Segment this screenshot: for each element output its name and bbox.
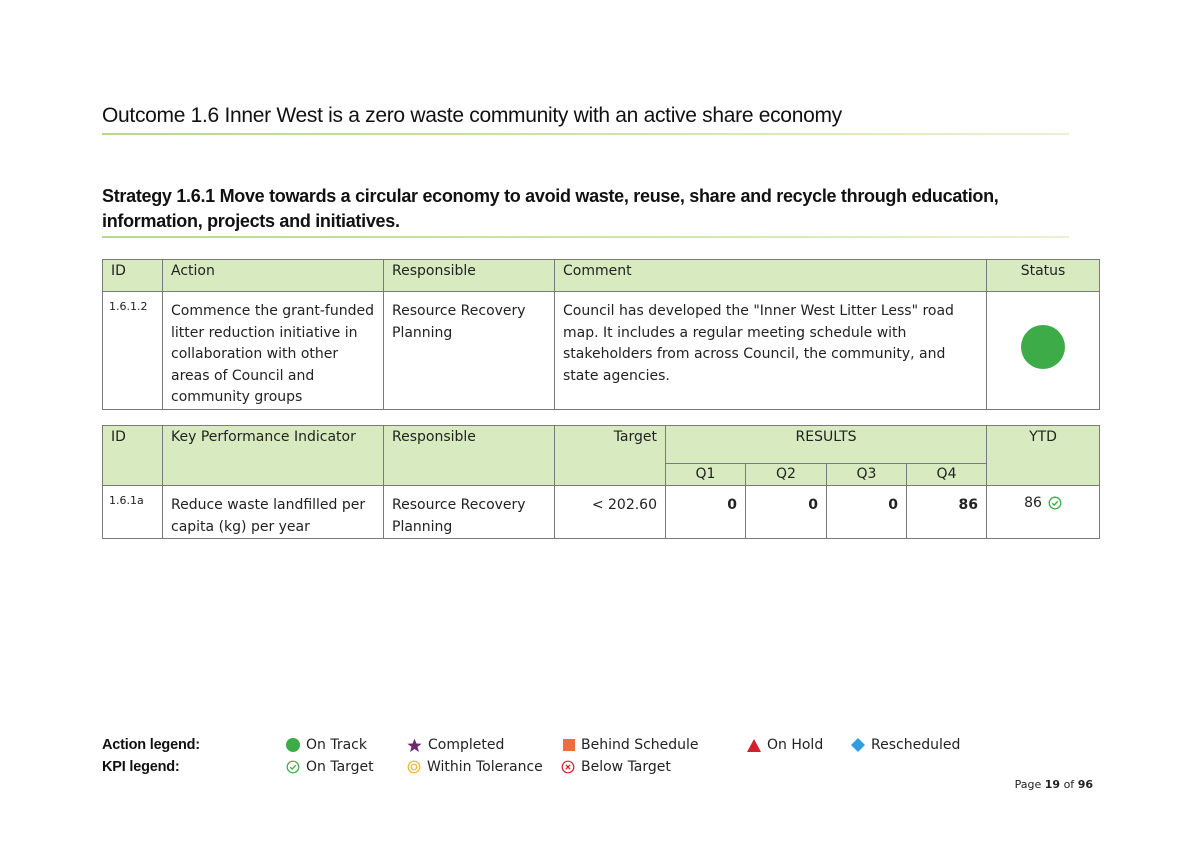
action-legend-label: Action legend: xyxy=(102,737,200,753)
actions-header-row xyxy=(103,260,1100,292)
kpi-col-header-kpi: Key Performance Indicator xyxy=(163,426,384,486)
purple-star-icon xyxy=(407,738,422,753)
legend-on-hold xyxy=(747,737,823,753)
legend-on-track xyxy=(286,737,367,753)
green-circle-icon xyxy=(286,738,300,752)
blue-diamond-icon xyxy=(851,738,865,752)
outcome-divider xyxy=(102,133,1069,135)
legend-rescheduled-label: Rescheduled xyxy=(871,737,961,753)
kpi-q4-value: 86 xyxy=(907,486,987,539)
page-total: 96 xyxy=(1077,778,1093,791)
page-current: 19 xyxy=(1044,778,1061,791)
col-header-status: Status xyxy=(987,260,1100,292)
kpi-ytd-value: 86 xyxy=(1024,495,1042,511)
on-target-check-icon xyxy=(1048,496,1062,510)
x-circle-icon xyxy=(561,760,575,774)
page-of: of xyxy=(1063,778,1075,791)
kpi-q2-value: 0 xyxy=(746,486,827,539)
kpi-target: < 202.60 xyxy=(555,486,666,539)
legend-behind-schedule xyxy=(563,737,699,753)
page-prefix: Page xyxy=(1014,778,1042,791)
kpi-col-header-q1: Q1 xyxy=(666,464,746,486)
col-header-action: Action xyxy=(163,260,384,292)
strategy-title: Strategy 1.6.1 Move towards a circular economy to avoid waste, reuse, share and recycle through education, information, projects and initiatives. xyxy=(102,186,999,231)
kpi-col-header-results: RESULTS xyxy=(666,426,987,464)
action-responsible: Resource Recovery Planning xyxy=(384,292,555,410)
legend-behind-schedule-label: Behind Schedule xyxy=(581,737,699,753)
table-row xyxy=(103,486,1100,539)
kpi-ytd-cell xyxy=(987,486,1100,539)
action-status-cell xyxy=(987,292,1100,410)
action-comment: Council has developed the "Inner West Litter Less" road map. It includes a regular meeting schedule with stakeholders from across Council, the community, and state agencies. xyxy=(555,292,987,410)
col-header-comment: Comment xyxy=(555,260,987,292)
kpi-col-header-id: ID xyxy=(103,426,163,486)
legend-below-target-label: Below Target xyxy=(581,759,671,775)
kpi-col-header-q3: Q3 xyxy=(827,464,907,486)
col-header-responsible: Responsible xyxy=(384,260,555,292)
legend-completed-label: Completed xyxy=(428,737,505,753)
legend-within-tolerance xyxy=(407,759,543,775)
orange-square-icon xyxy=(563,739,575,751)
kpi-col-header-responsible: Responsible xyxy=(384,426,555,486)
kpi-text: Reduce waste landfilled per capita (kg) per year xyxy=(163,486,384,539)
table-row xyxy=(103,292,1100,410)
kpi-col-header-ytd: YTD xyxy=(987,426,1100,486)
legend-completed xyxy=(407,737,504,753)
legend-on-target xyxy=(286,759,374,775)
kpi-q1-value: 0 xyxy=(666,486,746,539)
kpi-col-header-q4: Q4 xyxy=(907,464,987,486)
kpi-col-header-q2: Q2 xyxy=(746,464,827,486)
check-circle-icon xyxy=(286,760,300,774)
legend-on-track-label: On Track xyxy=(306,737,367,753)
kpi-table xyxy=(102,425,1100,539)
page-number xyxy=(1015,778,1093,791)
tolerance-circle-icon xyxy=(407,760,421,774)
legend-on-target-label: On Target xyxy=(306,759,374,775)
kpi-col-header-target: Target xyxy=(555,426,666,486)
kpi-q3-value: 0 xyxy=(827,486,907,539)
kpi-legend-label: KPI legend: xyxy=(102,759,180,775)
red-triangle-icon xyxy=(747,739,761,752)
strategy-divider xyxy=(102,236,1069,238)
legend-on-hold-label: On Hold xyxy=(767,737,824,753)
action-id: 1.6.1.2 xyxy=(103,292,163,410)
kpi-responsible: Resource Recovery Planning xyxy=(384,486,555,539)
legend-within-tolerance-label: Within Tolerance xyxy=(427,759,543,775)
kpi-id: 1.6.1a xyxy=(103,486,163,539)
legend-below-target xyxy=(561,759,671,775)
action-text: Commence the grant-funded litter reduction initiative in collaboration with other areas of Council and community groups xyxy=(163,292,384,410)
outcome-title: Outcome 1.6 Inner West is a zero waste community with an active share economy xyxy=(102,104,842,127)
actions-table xyxy=(102,259,1100,410)
on-track-status-icon xyxy=(1021,325,1065,369)
kpi-header-row xyxy=(103,426,1100,464)
legend-rescheduled xyxy=(851,737,960,753)
col-header-id: ID xyxy=(103,260,163,292)
